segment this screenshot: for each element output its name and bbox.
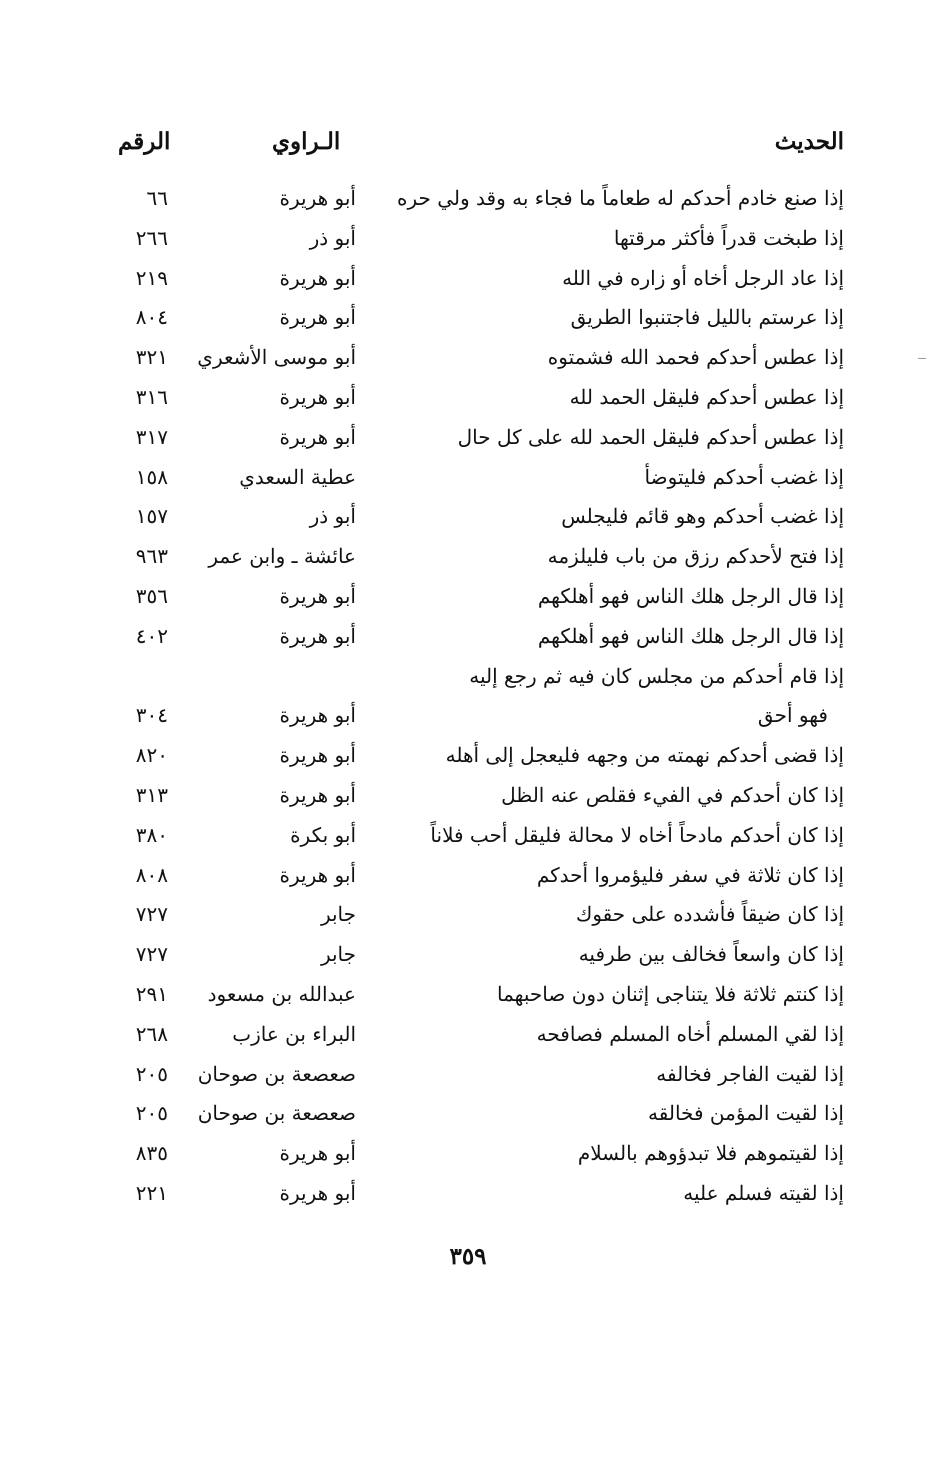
hadith-text: إذا صنع خادم أحدكم له طعاماً ما فجاء به وقد ولي حره [397, 186, 844, 210]
table-row [0, 379, 936, 419]
hadith-number: ٩٦٣ [135, 544, 168, 569]
table-row [0, 1095, 936, 1135]
hadith-text: إذا كان أحدكم مادحاً أخاه لا محالة فليقل أحب فلاناً [430, 822, 844, 847]
hadith-text: إذا لقيت المؤمن فخالقه [648, 1101, 844, 1126]
hadith-number: ٢٠٥ [135, 1101, 168, 1126]
hadith-text: إذا عطس أحدكم فحمد الله فشمتوه [547, 345, 844, 370]
hadith-number: ٢٦٦ [135, 225, 168, 250]
narrator-name: أبو هريرة [279, 265, 356, 290]
narrator-name: أبو بكرة [290, 822, 356, 847]
hadith-number: ١٥٧ [135, 504, 168, 529]
narrator-name: أبو هريرة [279, 743, 356, 768]
table-row [0, 737, 936, 777]
hadith-text: إذا لقيته فسلم عليه [683, 1180, 844, 1205]
narrator-name: صعصعة بن صوحان [197, 1061, 356, 1086]
hadith-number: ٣٥٦ [135, 583, 168, 608]
table-row [0, 976, 936, 1016]
narrator-name: أبو هريرة [279, 384, 356, 409]
narrator-name: صعصعة بن صوحان [197, 1101, 356, 1126]
table-row [0, 618, 936, 658]
hadith-number: ٦٦ [146, 186, 168, 210]
table-row [0, 498, 936, 538]
hadith-text: إذا لقيت الفاجر فخالفه [656, 1061, 844, 1086]
narrator-name: أبو هريرة [279, 782, 356, 807]
hadith-number: ٢١٩ [135, 265, 168, 290]
table-row [0, 1135, 936, 1175]
narrator-name: جابر [320, 902, 356, 927]
narrator-name: أبو هريرة [279, 305, 356, 330]
table-row [0, 299, 936, 339]
hadith-number: ٧٢٧ [135, 902, 168, 927]
hadith-text: إذا قام أحدكم من مجلس كان فيه ثم رجع إليه [469, 663, 844, 688]
hadith-text: إذا طبخت قدراً فأكثر مرقتها [613, 225, 844, 250]
hadith-text: إذا عرستم بالليل فاجتنبوا الطريق [570, 305, 844, 330]
hadith-text: إذا كان ضيقاً فأشدده على حقوك [575, 902, 844, 927]
narrator-name: عبدالله بن مسعود [207, 981, 356, 1006]
header-narrator: الـراوي [272, 128, 341, 155]
page-number: ٣٥٩ [449, 1243, 487, 1270]
hadith-number: ٢٦٨ [135, 1021, 168, 1046]
hadith-text: إذا كنتم ثلاثة فلا يتناجى إثنان دون صاحبهما [496, 981, 844, 1006]
header-hadith: الحديث [774, 128, 844, 155]
hadith-number: ٨٠٤ [135, 305, 168, 330]
narrator-name: أبو هريرة [279, 1180, 356, 1205]
margin-mark [918, 358, 926, 359]
hadith-text: إذا قضى أحدكم نهمته من وجهه فليعجل إلى أهله [445, 743, 844, 768]
narrator-name: البراء بن عازب [232, 1021, 356, 1046]
narrator-name: أبو هريرة [279, 424, 356, 449]
table-row [0, 578, 936, 618]
hadith-number: ٧٢٧ [135, 942, 168, 967]
hadith-text: إذا قال الرجل هلك الناس فهو أهلكهم [537, 623, 844, 648]
hadith-number: ٣٢١ [135, 345, 168, 370]
hadith-number: ٨٠٨ [135, 862, 168, 887]
hadith-text: إذا عاد الرجل أخاه أو زاره في الله [562, 265, 844, 290]
table-row [0, 220, 936, 260]
narrator-name: أبو هريرة [279, 583, 356, 608]
narrator-name: أبو هريرة [279, 186, 356, 210]
narrator-name: أبو ذر [309, 504, 356, 529]
hadith-text: إذا كان ثلاثة في سفر فليؤمروا أحدكم [536, 862, 844, 887]
header-number: الرقم [118, 128, 171, 155]
hadith-number: ١٥٨ [135, 464, 168, 489]
narrator-name: أبو هريرة [279, 862, 356, 887]
hadith-text: إذا لقي المسلم أخاه المسلم فصافحه [536, 1021, 844, 1046]
table-header [0, 128, 936, 168]
table-row [0, 1175, 936, 1215]
hadith-number: ٣١٧ [135, 424, 168, 449]
table-row [0, 1016, 936, 1056]
hadith-number: ٢٩١ [135, 981, 168, 1006]
table-row [0, 260, 936, 300]
table-row [0, 419, 936, 459]
hadith-number: ٢٠٥ [135, 1061, 168, 1086]
hadith-text: فهو أحق [757, 703, 828, 728]
table-row [0, 1056, 936, 1096]
hadith-number: ٢٢١ [135, 1180, 168, 1205]
hadith-text: إذا عطس أحدكم فليقل الحمد لله [569, 384, 844, 409]
narrator-name: أبو موسى الأشعري [197, 345, 356, 370]
hadith-text: إذا لقيتموهم فلا تبدؤوهم بالسلام [577, 1141, 844, 1166]
hadith-index-table [0, 180, 936, 1215]
narrator-name: عائشة ـ وابن عمر [208, 544, 356, 569]
hadith-number: ٣١٦ [135, 384, 168, 409]
narrator-name: أبو هريرة [279, 1141, 356, 1166]
hadith-text: إذا كان أحدكم في الفيء فقلص عنه الظل [501, 782, 844, 807]
hadith-number: ٨٢٠ [135, 743, 168, 768]
table-row [0, 339, 936, 379]
narrator-name: جابر [320, 942, 356, 967]
hadith-number: ٣١٣ [135, 782, 168, 807]
table-row [0, 777, 936, 817]
narrator-name: أبو هريرة [279, 703, 356, 728]
hadith-number: ٣٨٠ [135, 822, 168, 847]
hadith-number: ٨٣٥ [135, 1141, 168, 1166]
hadith-text: إذا غضب أحدكم وهو قائم فليجلس [561, 504, 844, 529]
table-row [0, 817, 936, 857]
table-row [0, 538, 936, 578]
table-row [0, 658, 936, 698]
table-row [0, 936, 936, 976]
narrator-name: عطية السعدي [239, 464, 356, 489]
table-row [0, 896, 936, 936]
hadith-text: إذا عطس أحدكم فليقل الحمد لله على كل حال [457, 424, 844, 449]
hadith-text: إذا فتح لأحدكم رزق من باب فليلزمه [547, 544, 844, 569]
table-row [0, 180, 936, 220]
hadith-number: ٤٠٢ [135, 623, 168, 648]
hadith-text: إذا قال الرجل هلك الناس فهو أهلكهم [537, 583, 844, 608]
table-row [0, 697, 936, 737]
narrator-name: أبو هريرة [279, 623, 356, 648]
narrator-name: أبو ذر [309, 225, 356, 250]
hadith-text: إذا غضب أحدكم فليتوضأ [644, 464, 844, 489]
table-row [0, 459, 936, 499]
hadith-text: إذا كان واسعاً فخالف بين طرفيه [578, 942, 844, 967]
hadith-number: ٣٠٤ [135, 703, 168, 728]
table-row [0, 857, 936, 897]
